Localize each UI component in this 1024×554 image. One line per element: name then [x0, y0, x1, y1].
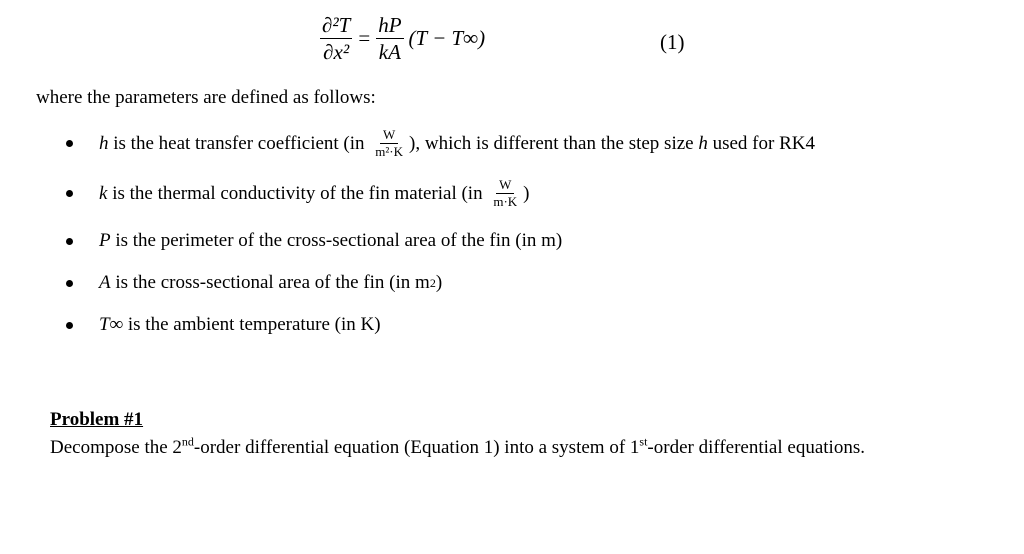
equals-sign: =: [358, 26, 371, 51]
problem-title: Problem #1: [50, 409, 144, 430]
item-text: is the thermal conductivity of the fin material (in: [107, 182, 488, 204]
item-text: is the perimeter of the cross-sectional area of the fin (in m): [110, 230, 563, 251]
item-text: is the heat transfer coefficient (in: [108, 132, 370, 154]
item-text: used for RK4: [707, 132, 815, 154]
unit-denominator: m²·K: [375, 144, 404, 160]
symbol: h: [99, 132, 109, 154]
lhs-numerator: ∂²T: [320, 14, 352, 39]
rhs-difference: (T − T∞): [408, 26, 486, 51]
bullet-icon: [66, 280, 73, 287]
governing-equation: [318, 14, 485, 63]
unit-denominator: m·K: [493, 194, 518, 210]
superscript: nd: [181, 434, 194, 449]
list-item: [66, 230, 562, 252]
bullet-icon: [66, 190, 73, 197]
bullet-icon: [66, 140, 73, 147]
unit-fraction: [490, 178, 520, 210]
equation-number: (1): [660, 30, 685, 54]
problem-text: [50, 435, 947, 460]
bullet-icon: [66, 238, 73, 245]
list-item: [66, 178, 530, 210]
lhs-denominator: ∂x²: [323, 40, 350, 65]
list-item: [66, 314, 381, 336]
symbol: P: [99, 230, 111, 251]
symbol: A: [99, 272, 111, 293]
item-text: ): [435, 272, 443, 293]
list-item: [66, 128, 815, 160]
item-text: is the ambient temperature (in K): [123, 314, 381, 335]
symbol: k: [99, 182, 108, 204]
rhs-denominator: kA: [378, 40, 401, 65]
unit-numerator: W: [496, 178, 514, 194]
superscript: st: [639, 434, 648, 449]
symbol: h: [698, 132, 708, 154]
unit-numerator: W: [380, 128, 398, 144]
rhs-numerator: hP: [376, 14, 403, 39]
list-item: A is the cross-sectional area of the fin (in m 2 ): [66, 272, 442, 294]
unit-fraction: [372, 128, 406, 160]
problem-text-part: Decompose the 2: [50, 437, 182, 458]
item-text: ), which is different than the step size: [409, 132, 699, 154]
intro-text: where the parameters are defined as follows:: [36, 87, 376, 108]
problem-text-part: -order differential equation (Equation 1) into a system of 1: [193, 437, 640, 458]
item-text: ): [523, 182, 530, 204]
problem-text-part: -order differential equations.: [647, 437, 865, 458]
bullet-icon: [66, 322, 73, 329]
item-text: is the cross-sectional area of the fin (in m: [110, 272, 430, 293]
lhs-fraction: [320, 14, 352, 63]
symbol: T∞: [99, 314, 124, 335]
rhs-fraction: [376, 14, 403, 63]
